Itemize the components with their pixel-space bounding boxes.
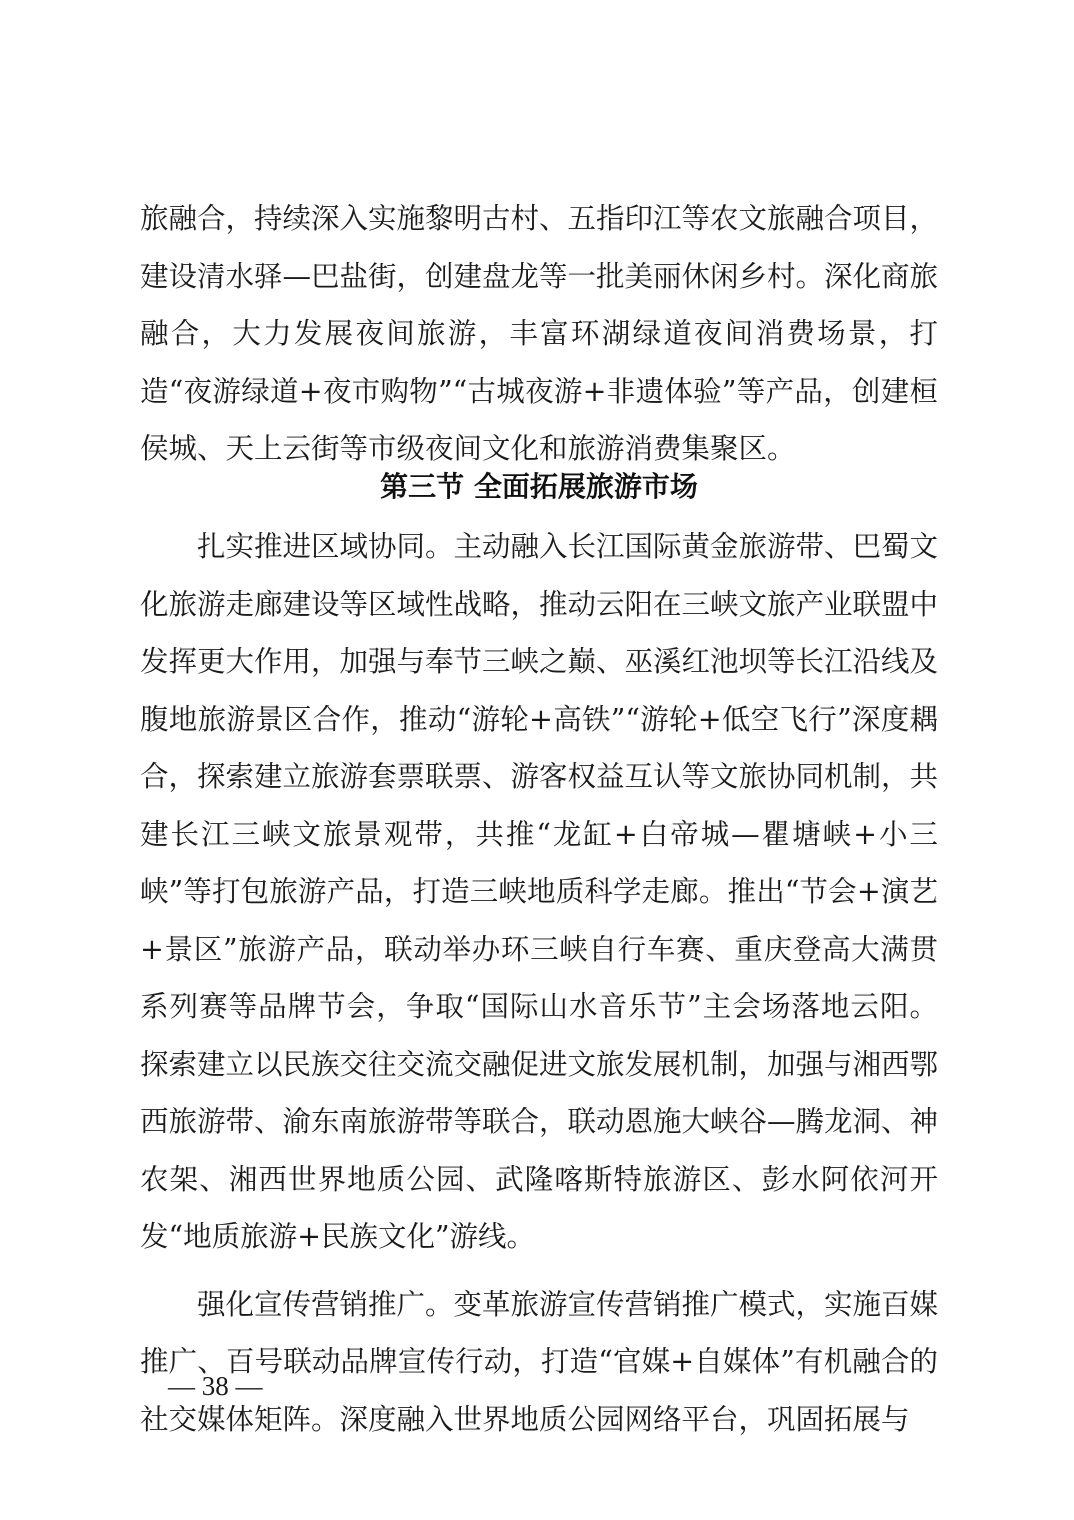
paragraph-regional-collaboration: 扎实推进区域协同。主动融入长江国际黄金旅游带、巴蜀文化旅游走廊建设等区域性战略，推动云阳在三峡文旅产业联盟中发挥更大作用，加强与奉节三峡之巅、巫溪红池坝等长江沿线及腹地旅游景区合作，推动“游轮+高铁”“游轮+低空飞行”深度耦合，探索建立旅游套票联票、游客权益互认等文旅协同机制，共建长江三峡文旅景观带，共推“龙缸+白帝城—瞿塘峡+小三峡”等打包旅游产品，打造三峡地质科学走廊。推出“节会+演艺+景区”旅游产品，联动举办环三峡自行车赛、重庆登高大满贯系列赛等品牌节会，争取“国际山水音乐节”主会场落地云阳。探索建立以民族交往交流交融促进文旅发展机制，加强与湘西鄂西旅游带、渝东南旅游带等联合，联动恩施大峡谷—腾龙洞、神农架、湘西世界地质公园、武隆喀斯特旅游区、彭水阿依河开发“地质旅游+民族文化”游线。: [140, 530, 939, 1253]
body-text: [140, 518, 938, 1448]
section-heading: 第三节 全面拓展旅游市场: [380, 470, 698, 503]
continuation-text: [140, 190, 938, 478]
continuation-paragraph: 旅融合，持续深入实施黎明古村、五指印江等农文旅融合项目，建设清水驿—巴盐街，创建盘龙等一批美丽休闲乡村。深化商旅融合，大力发展夜间旅游，丰富环湖绿道夜间消费场景，打造“夜游绿道+夜市购物”“古城夜游+非遗体验”等产品，创建桓侯城、天上云街等市级夜间文化和旅游消费集聚区。: [140, 202, 939, 465]
page-number: — 38 —: [168, 1371, 263, 1401]
paragraph-marketing-promotion: 强化宣传营销推广。变革旅游宣传营销推广模式，实施百媒推广、百号联动品牌宣传行动，打造“官媒+自媒体”有机融合的社交媒体矩阵。深度融入世界地质公园网络平台，巩固拓展与: [140, 1287, 939, 1436]
